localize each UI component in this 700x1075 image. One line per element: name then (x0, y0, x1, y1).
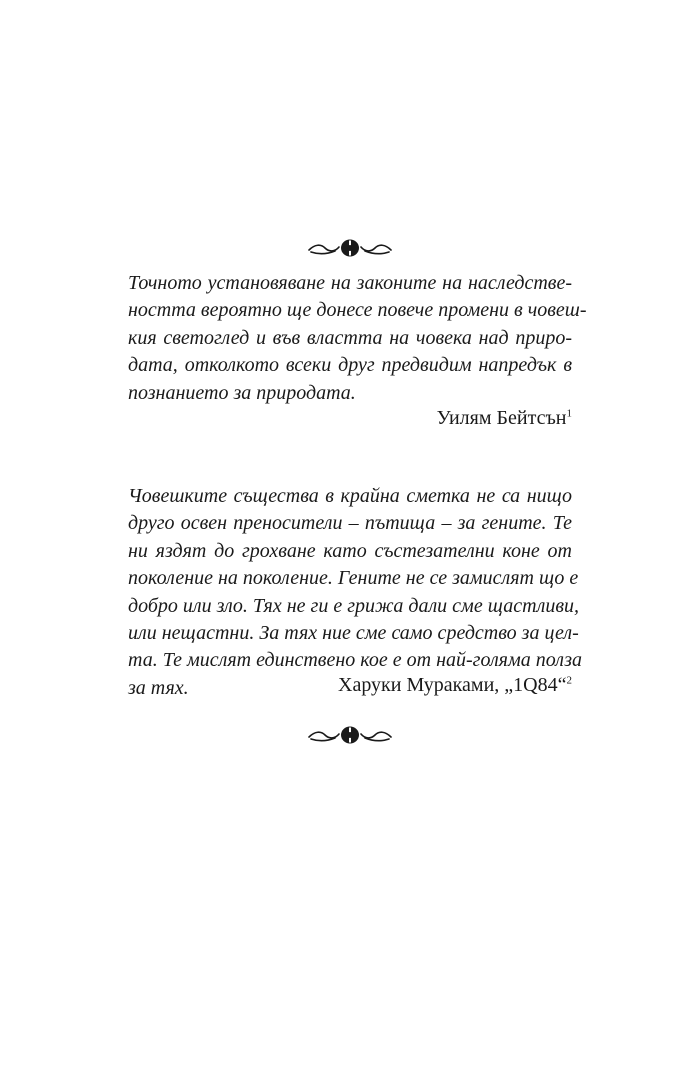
epigraph-line: ни яздят до грохване като състезателни коне от (128, 539, 572, 562)
epigraph-line: ността вероятно ще донесе повече промени в човеш- (128, 299, 587, 322)
epigraph-line: та. Те мислят единствено кое е от най-голяма полза (128, 649, 583, 672)
epigraph-line: добро или зло. Тях не ги е грижа дали сме щастливи, (128, 594, 580, 617)
epigraph-line: познанието за природата. (128, 381, 356, 404)
epigraph-line: поколение на поколение. Гените не се замислят що е (128, 567, 579, 590)
epigraph-line: или нещастни. За тях ние сме само средство за цел- (128, 621, 579, 644)
epigraph-1-attribution (437, 405, 572, 432)
ornament-top-icon (305, 236, 395, 260)
footnote-marker[interactable]: 1 (566, 407, 572, 420)
epigraph-line: друго освен преносители – пътища – за гените. Те (128, 512, 572, 535)
ornament-bottom-icon (305, 723, 395, 747)
epigraph-line: дата, отколкото всеки друг предвидим напредък в (128, 354, 572, 377)
footnote-marker[interactable]: 2 (566, 674, 572, 687)
epigraph-line: Точното установяване на законите на наследстве- (128, 272, 572, 294)
epigraph-author: Харуки Мураками, „1Q84“ (338, 674, 567, 696)
epigraph-line: Човешките същества в крайна сметка не са нищо (128, 485, 572, 507)
epigraph-line: кия светоглед и във властта на човека над приро- (128, 326, 572, 349)
epigraph-2-attribution (338, 672, 572, 699)
epigraph-author: Уилям Бейтсън (436, 407, 567, 429)
epigraph-2-text (128, 483, 583, 702)
epigraph-1-text (128, 270, 587, 407)
epigraph-line: за тях. (128, 676, 189, 699)
